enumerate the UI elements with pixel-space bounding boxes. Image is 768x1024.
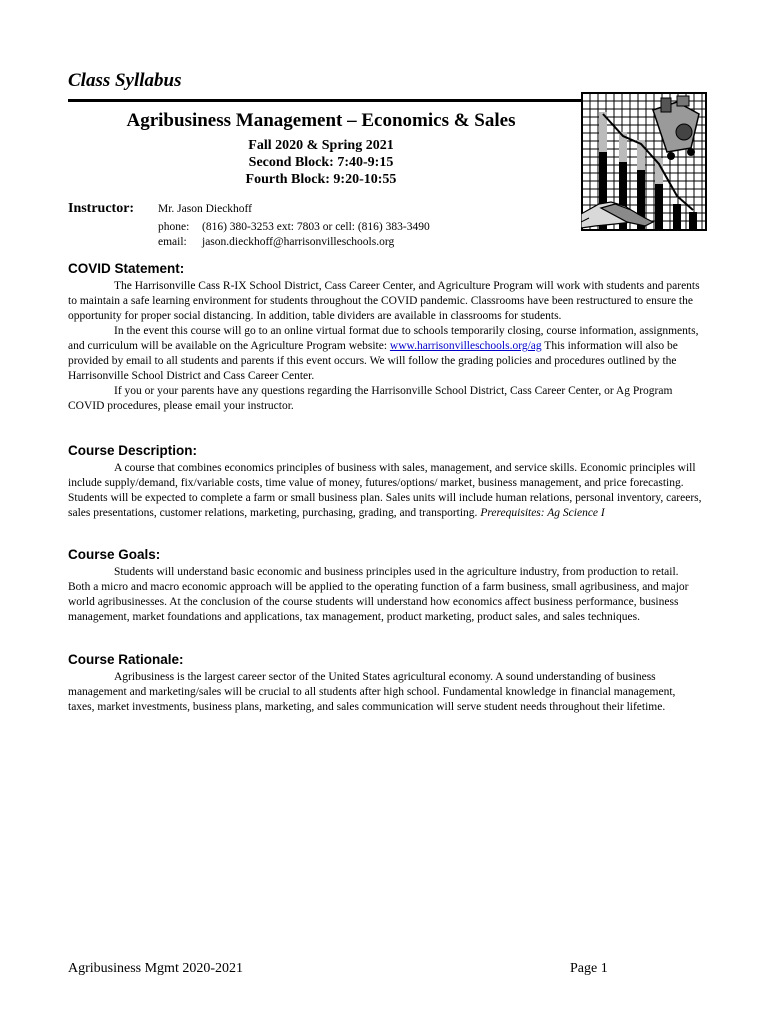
phone-label: phone: — [158, 221, 190, 233]
instructor-name: Mr. Jason Dieckhoff — [158, 203, 253, 215]
covid-paragraph-3: If you or your parents have any questions regarding the Harrisonville School District, Cass Career Center, or Ag Program COVID procedures, please email your instructor. — [68, 385, 673, 412]
phone-value: (816) 380-3253 ext: 7803 or cell: (816) 383-3490 — [202, 221, 430, 233]
covid-heading: COVID Statement: — [68, 261, 185, 276]
rationale-heading: Course Rationale: — [68, 652, 184, 667]
fourth-block: Fourth Block: 9:20-10:55 — [245, 172, 397, 187]
covid-paragraph-1: The Harrisonville Cass R-IX School District, Cass Career Center, and Agriculture Program will work with students and parents to maintain a safe learning environment for students throughout the COVID pandemic. Classrooms have been restructured to ensure the opportunity for proper social distancing. In addition, table dividers are available in classrooms for students. — [68, 280, 700, 322]
description-text: A course that combines economics principles of business with sales, management, and service skills. Economic principles will include supply/demand, fix/variable costs, time value of money, futures/options/ market, business management, and price forecasting. Students will be expected to complete a farm or small business plan. Sales units will include human relations, personal inventory, careers, sales presentations, customer relations, marketing, purchasing, grading, and transporting. — [68, 462, 702, 519]
email-label: email: — [158, 236, 187, 248]
covid-p2-text: In the event this course will go to an online virtual format due to schools temporarily closing, course information, assignments, and curriculum will be available on the Agriculture Program website: — [68, 325, 699, 352]
course-header — [68, 110, 574, 188]
prerequisites: Prerequisites: Ag Science I — [480, 507, 605, 519]
document-title: Class Syllabus — [68, 70, 182, 91]
instructor-label: Instructor: — [68, 201, 135, 216]
description-paragraph — [68, 461, 702, 521]
footer-course: Agribusiness Mgmt 2020-2021 — [68, 961, 243, 976]
goals-heading: Course Goals: — [68, 547, 161, 562]
second-block: Second Block: 7:40-9:15 — [248, 155, 394, 170]
footer-page-number: Page 1 — [570, 961, 608, 976]
ag-program-link[interactable]: www.harrisonvilleschools.org/ag — [389, 340, 542, 352]
course-terms: Fall 2020 & Spring 2021 — [248, 138, 394, 153]
covid-p2-rest: This information will also be provided by email to all students and parents if this event occurs. We will follow the grading policies and procedures outlined by the Harrisonville School District and Cass Career Center. — [68, 340, 678, 382]
covid-section — [68, 279, 702, 414]
goals-section — [68, 565, 702, 625]
course-name: Agribusiness Management – Economics & Sales — [126, 110, 516, 131]
rationale-paragraph: Agribusiness is the largest career sector of the United States agricultural economy. A sound understanding of business management and marketing/sales will be crucial to all students after high school. Fundamental knowledge in financial management, taxes, market investments, business plans, marketing, and sales communication will serve student needs throughout their lifetime. — [68, 671, 676, 713]
rationale-section — [68, 670, 702, 715]
instructor-email — [158, 235, 394, 249]
email-value: jason.dieckhoff@harrisonvilleschools.org — [202, 236, 395, 248]
covid-paragraph-2 — [68, 324, 702, 384]
goals-paragraph: Students will understand basic economic and business principles used in the agriculture industry, from production to retail. Both a micro and macro economic approach will be applied to the operating function of a farm business, small agribusiness, and major world agribusinesses. At the conclusion of the course students will understand how economics affect business performance, business management, market foundations and applications, tax management, product marketing, product sales, and sales techniques. — [68, 566, 689, 623]
description-section — [68, 461, 702, 521]
business-graphic-icon — [581, 92, 707, 231]
title-divider — [68, 99, 584, 102]
description-heading: Course Description: — [68, 443, 198, 458]
instructor-phone — [158, 220, 430, 234]
